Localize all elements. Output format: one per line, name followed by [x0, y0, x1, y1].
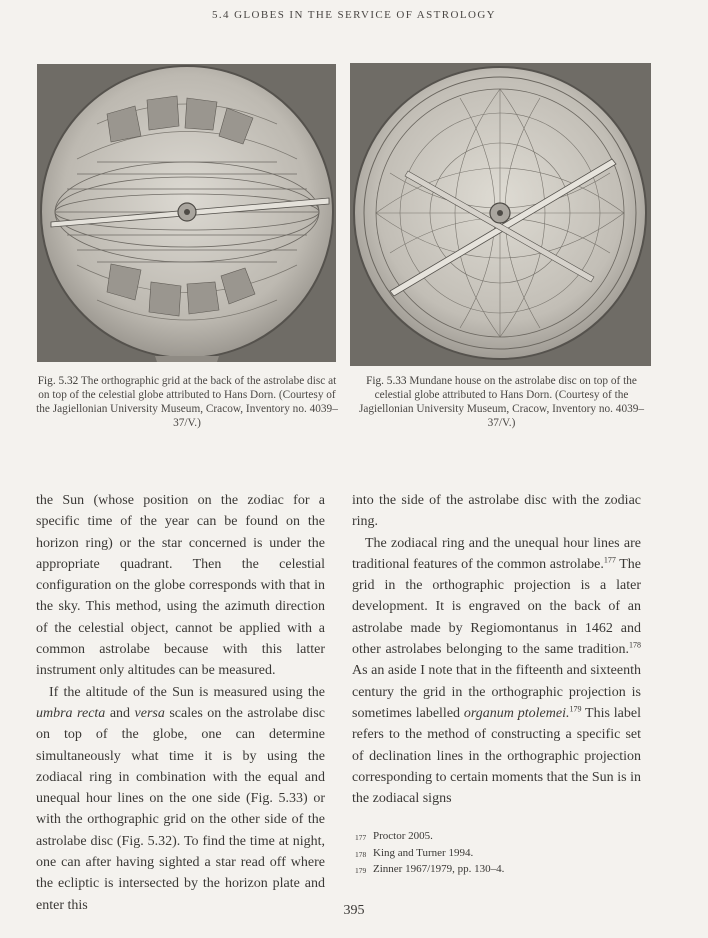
figure-5-33-caption [350, 374, 653, 430]
running-head: 5.4 GLOBES IN THE SERVICE OF ASTROLOGY [211, 9, 497, 21]
caption-text: The orthographic grid at the back of the astrolabe disc at on top of the celestial globe attributed to Hans Dorn. (Courtesy of the Jagiellonian University Museum, Cracow, Inventory no. 4039–37/V.) [36, 375, 338, 429]
text-run: scales on the astrolabe disc on top of the globe, one can determine simultaneously what time it is by using the zodiacal ring in combination with the equal and unequal hour lines on the one side (Fig. 5.33) or with the orthographic grid on the other side of the astrolabe disc (Fig. 5.32). To find the time at night, one can after having sighted a star read off where the ecliptic is intersected by the horizon plate and enter this [36, 705, 325, 913]
paragraph [352, 533, 641, 810]
footnote [355, 846, 615, 863]
footnote [355, 862, 615, 879]
footnote-number: 178 [355, 849, 367, 859]
italic-term: versa [134, 705, 165, 721]
footnote-ref[interactable]: 179 [569, 704, 582, 714]
footnote-number: 179 [355, 866, 367, 875]
text-run: If the altitude of the Sun is measured using the [49, 684, 325, 700]
figure-5-33-photo [350, 63, 651, 366]
footnote [355, 829, 615, 846]
text-run: This label refers to the method of constructing a specific set of declination lines in the orthographic projection corresponding to certain moments that the Sun is in the zodiacal signs [352, 705, 641, 807]
text-run: The zodiacal ring and the unequal hour lines are traditional features of the common astrolabe. [352, 535, 641, 572]
footnote-text: Proctor 2005. [373, 830, 433, 842]
figure-label: Fig. 5.33 [366, 375, 407, 387]
paragraph: into the side of the astrolabe disc with the zodiac ring. [352, 493, 641, 530]
astrolabe-mundane-house-image [350, 63, 651, 366]
text-run: and [105, 705, 135, 721]
figure-5-32-photo [37, 64, 336, 362]
caption-text: Mundane house on the astrolabe disc on top of the celestial globe attributed to Hans Dorn. (Courtesy of the Jagiellonian University Museum, Cracow, Inventory no. 4039–37/V.) [358, 375, 645, 429]
text-run: The grid in the orthographic projection is a later development. It is engraved on the back of an astrolabe made by Regiomontanus in 1462 and other astrolabes belonging to the same tradition. [352, 556, 641, 658]
text-run: As an aside I note that in the fifteenth and sixteenth century the grid in the orthographic projection is sometimes labelled [352, 663, 641, 721]
italic-term: organum ptolemei. [463, 705, 570, 721]
italic-term: umbra recta [36, 705, 106, 721]
astrolabe-orthographic-image [37, 64, 336, 362]
footnote-number: 177 [355, 833, 367, 842]
footnote-text: King and Turner 1994. [373, 846, 474, 859]
body-column-left [36, 490, 325, 916]
figure-5-32-caption [36, 374, 338, 430]
paragraph [36, 682, 325, 916]
footnote-ref[interactable]: 178 [629, 640, 641, 650]
footnote-text: Zinner 1967/1979, pp. 130–4. [373, 863, 505, 875]
footnotes [355, 829, 615, 879]
figure-label: Fig. 5.32 [37, 375, 79, 387]
paragraph: the Sun (whose position on the zodiac for a specific time of the year can be found on the horizon ring) or the star concerned is under the appropriate quadrant. Then the celestial configuration on the globe corresponds with that in the sky. This method, using the azimuth direction of the celestial object, cannot be applied with a common astrolabe because with this latter instrument only altitudes can be measured. [36, 493, 325, 679]
footnote-ref[interactable]: 177 [603, 555, 616, 565]
body-column-right [352, 490, 641, 809]
page-number: 395 [343, 903, 365, 918]
